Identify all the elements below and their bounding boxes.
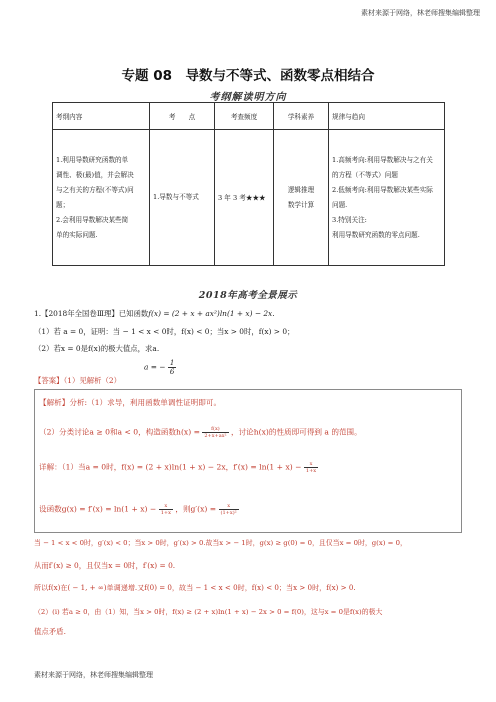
table-cell-content: 1.利用导数研究函数的单 调性、极(最)值，并会解决 与之有关的方程(不等式)问 题； 2.会利用导数解决某些简 单的实际问题. (53, 130, 150, 266)
table-header: 考纲内容 (53, 103, 150, 130)
table-cell-qushi: 1.高频考向:利用导数解决与之有关 的方程（不等式）问题 2.低频考向:利用导数解决某些实际 问题. 3.特别关注: 利用导数研究函数的零点问题. (329, 130, 445, 266)
syllabus-table (52, 102, 445, 266)
page-title: 专题 08 导数与不等式、函数零点相结合 (121, 68, 375, 84)
table-header: 学科素养 (274, 103, 329, 130)
table-header: 考 点 (150, 103, 215, 130)
analysis-line: 详解：（1）当a = 0时，f(x) = (2 + x)ln(1 + x) − 2x，f′(x) = ln(1 + x) − $\frac{x}{1+x}$ (39, 461, 317, 474)
problem-part1: （1）若 a = 0，证明：当 − 1 < x < 0时，f(x) < 0；当x > 0时，f(x) > 0； (34, 327, 295, 336)
analysis-line: 设函数g(x) = f′(x) = ln(1 + x) − $\frac{x}{1+x}$ ，则g′(x) = $\frac{x}{\text{(1+x)²}}$ (39, 503, 237, 516)
answer-formula: a = − $\frac{1}{6}$ (144, 359, 175, 376)
solution-line: 从而f′(x) ≥ 0，且仅当x = 0时，f′(x) = 0. (34, 561, 176, 570)
problem-stem: 1.【2018年全国卷Ⅲ理】已知函数f(x) = (2 + x + ax²)ln(1 + x) − 2x. (34, 309, 275, 318)
footer-note: 素材来源于网络，林老师搜集编辑整理 (34, 671, 153, 679)
table-header: 考查频度 (215, 103, 274, 130)
solution-line: （2）(i) 若a ≥ 0，由（1）知，当x > 0时，f(x) ≥ (2 + x)ln(1 + x) − 2x > 0 = f(0)，这与x = 0是f(x)的极大 (34, 608, 383, 616)
analysis-line: （2）分类讨论a ≥ 0和a < 0，构造函数h(x) = $\frac{f(x)}{\text{2+x+ax²}}$ ，讨论h(x)的性质即可得到 a 的范围。 (39, 426, 362, 439)
solution-line: 值点矛盾. (34, 627, 66, 636)
table-cell-pindu: 3 年 3 考★★★ (215, 130, 274, 266)
section-heading: 2018年高考全景展示 (198, 290, 298, 301)
analysis-line: 【解析】分析:（1）求导，利用函数单调性证明即可。 (39, 398, 222, 407)
table-cell-kaodian: 1.导数与不等式 (150, 130, 215, 266)
table-header-row (53, 103, 445, 130)
solution-line: 当 − 1 < x < 0时，g′(x) < 0；当x > 0时，g′(x) > 0.故当x > − 1时，g(x) ≥ g(0) = 0，且仅当x = 0时，g(x) = 0， (34, 539, 407, 547)
section-subtitle: 考纲解读明方向 (209, 92, 287, 103)
table-cell-suyang: 逻辑推理 数学计算 (274, 130, 329, 266)
header-note: 素材来源于网络，林老师搜集编辑整理 (361, 9, 480, 17)
answer-label: 【答案】（1）见解析（2） (34, 376, 122, 385)
solution-line: 所以f(x)在( − 1, + ∞)单调递增.又f(0) = 0，故当 − 1 < x < 0时，f(x) < 0；当x > 0时，f(x) > 0. (34, 583, 356, 592)
analysis-box (34, 389, 462, 533)
table-header: 规律与趋向 (329, 103, 445, 130)
problem-part2: （2）若x = 0是f(x)的极大值点，求a. (34, 344, 160, 353)
table-row (53, 130, 445, 266)
